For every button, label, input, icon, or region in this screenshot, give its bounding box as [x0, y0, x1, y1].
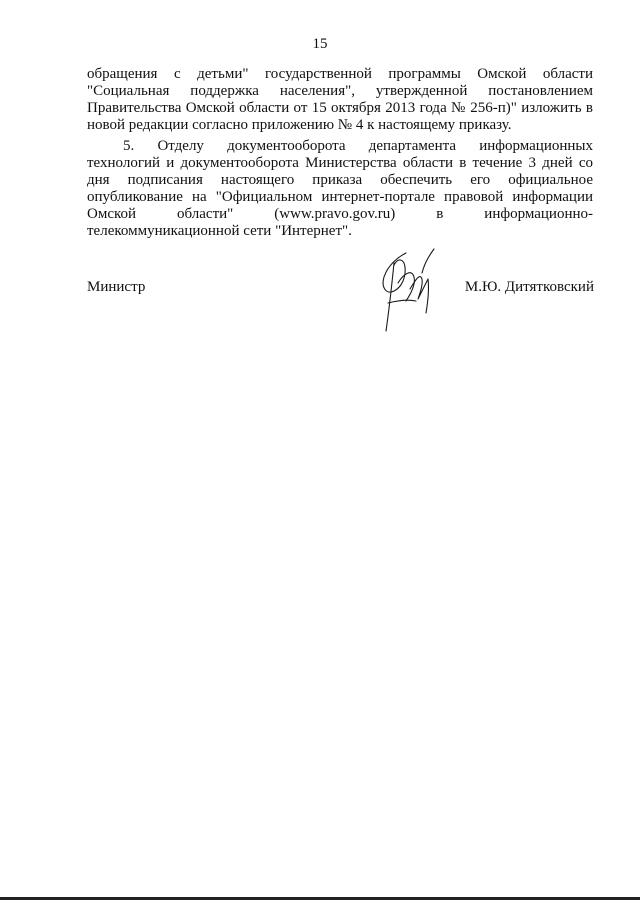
text-line: "Социальная поддержка населения", утвержденной постановлением — [87, 83, 593, 99]
text-line: новой редакции согласно приложению № 4 к настоящему приказу. — [87, 117, 512, 133]
text-line: 5. Отделу документооборота департамента информационных — [123, 138, 593, 154]
page-number: 15 — [312, 36, 328, 52]
signatory-name: М.Ю. Дитятковский — [464, 279, 594, 295]
signatory-title: Министр — [87, 279, 146, 295]
text-line: Омской области" (www.pravo.gov.ru) в информационно- — [87, 206, 593, 222]
document-body — [87, 66, 593, 240]
text-line: технологий и документооборота Министерства области в течение 3 дней со — [87, 155, 593, 171]
text-line: опубликование на "Официальном интернет-портале правовой информации — [87, 189, 593, 205]
handwritten-signature — [376, 243, 442, 339]
text-line: обращения с детьми" государственной программы Омской области — [87, 66, 593, 82]
text-line: телекоммуникационной сети "Интернет". — [87, 223, 352, 239]
bottom-rule — [0, 897, 640, 900]
text-line: дня подписания настоящего приказа обеспечить его официальное — [87, 172, 593, 188]
text-line: Правительства Омской области от 15 октября 2013 года № 256-п)" изложить в — [87, 100, 593, 116]
